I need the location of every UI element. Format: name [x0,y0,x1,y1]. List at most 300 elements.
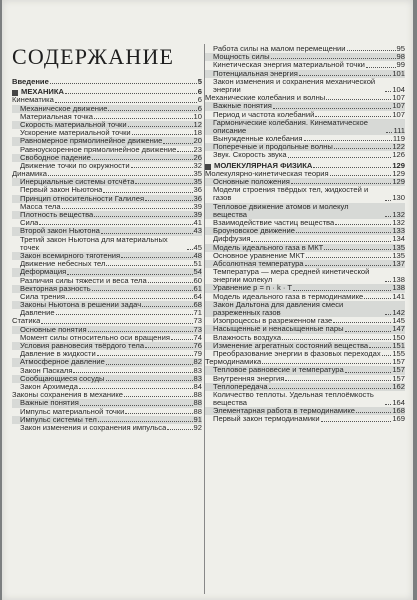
toc-entry [12,203,202,211]
toc-entry-title: Взаимодействие частиц вещества [213,218,335,227]
toc-entry [12,88,202,96]
toc-entry [12,383,202,391]
toc-entry-page: 155 [392,348,405,358]
toc-entry-title: Третий закон Ньютона для материальных точек [20,235,168,252]
toc-entry-page: 48 [193,250,202,260]
toc-entry-page: 168 [392,406,405,416]
toc-entry [205,45,405,53]
toc-entry [12,399,202,407]
leader-dots [79,388,193,389]
leader-dots [148,282,193,283]
toc-entry-title: Деформация [20,268,67,277]
toc-entry [205,151,405,159]
toc-entry-title: Статика [12,317,41,326]
toc-entry-title: Диффузия [213,235,251,244]
toc-entry-title: Вынужденные колебания [213,135,303,144]
leader-dots [386,132,392,133]
toc-entry [12,424,202,432]
toc-entry-page: 26 [193,152,202,162]
leader-dots [385,314,391,315]
leader-dots [66,298,193,299]
leader-dots [50,83,197,84]
toc-entry [205,235,405,243]
leader-dots [333,322,391,323]
toc-entry-page: 101 [392,68,405,78]
toc-entry [205,162,405,170]
toc-entry [12,105,202,113]
toc-entry [205,325,405,333]
toc-entry-title: Различия силы тяжести и веса тела [20,276,147,285]
leader-dots [282,339,391,340]
toc-entry [205,135,405,143]
toc-entry [205,227,405,235]
leader-dots [73,372,192,373]
leader-dots [271,58,396,59]
toc-entry [205,78,405,94]
leader-dots [142,306,192,307]
toc-entry-title: Сила [20,219,39,228]
toc-entry-title: Момент силы относительно оси вращения [20,333,170,342]
toc-entry-page: 84 [193,381,202,391]
toc-entry-title: Второй закон Ньютона [20,227,100,236]
toc-entry [12,367,202,375]
toc-entry-title: Теплопередача [213,382,268,391]
toc-entry-title: Механические колебания и волны [205,94,326,103]
leader-dots [293,290,391,291]
toc-entry [12,350,202,358]
toc-entry-page: 157 [392,357,405,367]
leader-dots [345,372,392,373]
toc-entry [12,113,202,121]
leader-dots [356,412,391,413]
toc-entry-page: 20 [193,136,202,146]
leader-dots [385,404,391,405]
toc-entry [12,309,202,317]
toc-entry [205,383,405,391]
toc-entry-page: 5 [197,77,202,86]
toc-left-column [12,76,202,432]
leader-dots [299,75,392,76]
toc-entry-page: 107 [392,109,405,119]
toc-entry-title: Гармонические колебания. Кинематическое описание [213,118,368,135]
leader-dots [385,281,391,282]
leader-dots [385,216,391,217]
toc-entry-title: Масса тела [20,202,61,211]
toc-entry-title: Важные понятия [20,399,79,408]
toc-entry-page: 157 [392,373,405,383]
leader-dots [125,413,192,414]
page-title: СОДЕРЖАНИЕ [12,44,175,69]
toc-entry-page: 107 [392,101,405,111]
leader-dots [124,396,193,397]
toc-entry-page: 111 [393,125,405,135]
toc-entry-title: Звук. Скорость звука [213,151,287,160]
toc-entry-page: 79 [193,349,202,359]
toc-entry-page: 6 [197,95,202,105]
leader-dots [347,50,396,51]
leader-dots [345,331,392,332]
leader-dots [92,290,193,291]
toc-entry-page: 35 [193,169,202,179]
toc-entry [12,137,202,145]
toc-entry [12,227,202,235]
leader-dots [262,363,391,364]
leader-dots [65,93,197,94]
toc-entry-title: Модели строения твёрдых тел, жидкостей и газов [213,186,369,203]
toc-entry [12,178,202,186]
leader-dots [330,175,392,176]
toc-entry-title: Векторная разность [20,284,91,293]
toc-entry [205,203,405,219]
toc-entry [205,350,405,358]
toc-entry [205,268,405,284]
toc-entry [12,252,202,260]
toc-entry-title: Модель идеального газа в МКТ [213,243,324,252]
toc-entry-title: Сила трения [20,292,65,301]
toc-entry-page: 135 [392,242,405,252]
toc-entry-page: 83 [193,373,202,383]
toc-entry-title: Импульс материальной точки [20,407,125,416]
toc-entry-page: 82 [193,357,202,367]
toc-entry-title: Поперечные и продольные волны [213,143,333,152]
toc-entry-title: Термодинамика [205,358,262,367]
toc-entry-title: Абсолютная температура [213,259,304,268]
leader-dots [335,224,391,225]
leader-dots [296,232,391,233]
toc-entry-title: Закон Дальтона для давления смеси разреженных газов [213,300,344,317]
toc-entry-title: МОЛЕКУЛЯРНАЯ ФИЗИКА [214,161,313,170]
toc-entry-title: Важные понятия [213,102,272,111]
toc-entry-page: 36 [193,193,202,203]
toc-entry [205,342,405,350]
toc-entry-page: 71 [193,308,202,318]
toc-entry-page: 130 [392,193,405,203]
toc-entry-page: 147 [392,324,405,334]
toc-entry [12,416,202,424]
toc-entry-title: Сообщающиеся сосуды [20,374,105,383]
toc-entry-title: Динамика [12,170,47,179]
toc-entry-title: Количество теплоты. Удельная теплоёмкость вещества [213,390,374,408]
toc-entry-title: Первый закон Ньютона [20,186,103,195]
leader-dots [313,167,391,168]
toc-entry-page: 83 [193,365,202,375]
toc-entry [12,162,202,170]
leader-dots [101,233,193,234]
toc-entry [205,102,405,110]
leader-dots [145,200,192,201]
leader-dots [251,241,391,242]
toc-entry-page: 6 [197,103,202,113]
leader-dots [94,118,193,119]
toc-entry-title: Плотность вещества [20,211,94,219]
leader-dots [98,421,193,422]
leader-dots [92,159,193,160]
toc-entry-title: Движение небесных тел [20,260,106,269]
toc-entry-page: 169 [392,414,405,424]
toc-entry [205,391,405,407]
toc-entry [12,301,202,309]
toc-entry-title: Элементарная работа в термодинамике [213,407,355,416]
toc-entry-title: Основное уравнение МКТ [213,251,305,260]
toc-entry-page: 54 [193,267,202,277]
toc-entry-title: Закон изменения и сохранения импульса [20,423,167,432]
toc-entry [205,186,405,202]
toc-entry [12,96,202,104]
toc-entry-title: Мощность силы [213,53,270,62]
toc-entry-title: Работа силы на малом перемещении [213,45,346,53]
toc-entry-title: Потенциальная энергия [213,69,298,78]
toc-entry [205,70,405,78]
toc-entry-title: Изопроцессы в разреженном газе [213,317,333,326]
toc-entry-page: 145 [392,316,405,326]
toc-entry [12,408,202,416]
toc-entry [12,285,202,293]
toc-entry-page: 91 [193,414,202,424]
toc-entry-title: Период и частота колебаний [213,110,315,119]
toc-entry-page: 51 [193,259,202,269]
leader-dots [364,298,391,299]
toc-entry [205,94,405,102]
leader-dots [67,274,192,275]
toc-entry [12,129,202,137]
toc-entry-title: Импульс системы тел [20,415,97,424]
leader-dots [108,110,196,111]
leader-dots [55,102,197,103]
toc-entry-page: 73 [193,316,202,326]
toc-entry [205,170,405,178]
toc-entry [12,268,202,276]
toc-entry [12,236,202,252]
toc-entry-title: Давление [20,309,55,318]
leader-dots [131,167,193,168]
toc-entry-title: Тепловое равновесие и температура [213,366,344,375]
toc-entry-page: 68 [193,300,202,310]
toc-entry-page: 138 [392,275,405,285]
toc-entry-page: 6 [197,87,202,97]
toc-entry-page: 88 [193,390,202,400]
toc-entry-page: 98 [396,52,405,62]
toc-entry-title: Уравнение p = n · k · T [213,284,293,293]
toc-entry [205,366,405,374]
leader-dots [382,355,392,356]
toc-entry [12,186,202,194]
toc-entry-title: Закон Архимеда [20,382,78,391]
toc-entry [12,358,202,366]
toc-entry [12,277,202,285]
toc-entry-page: 151 [392,340,405,350]
leader-dots [334,148,391,149]
toc-entry [205,61,405,69]
toc-entry-page: 134 [392,234,405,244]
toc-entry-title: Законы Ньютона в решении задач [20,301,142,310]
leader-dots [106,265,192,266]
toc-entry-page: 162 [392,381,405,391]
toc-entry-title: Законы сохранения в механике [12,391,123,400]
leader-dots [285,380,391,381]
leader-dots [324,249,391,250]
leader-dots [135,183,192,184]
toc-entry-page: 39 [193,201,202,211]
toc-entry [205,178,405,186]
leader-dots [273,108,392,109]
leader-dots [106,380,193,381]
toc-entry-title: Кинематика [12,96,54,105]
toc-entry [12,146,202,154]
leader-dots [288,157,392,158]
leader-dots [132,134,193,135]
leader-dots [103,192,192,193]
toc-entry-page: 142 [392,308,405,317]
toc-entry-page: 23 [193,144,202,154]
toc-entry [205,244,405,252]
leader-dots [385,91,391,92]
toc-entry [205,252,405,260]
toc-entry-page: 64 [193,291,202,301]
toc-entry-page: 137 [392,258,405,268]
toc-entry-page: 88 [193,398,202,408]
toc-entry [12,195,202,203]
toc-entry-title: Модель идеального газа в термодинамике [213,292,364,301]
toc-entry [12,260,202,268]
toc-entry-page: 73 [193,324,202,334]
toc-entry-page: 43 [193,226,202,236]
toc-entry-page: 99 [396,60,405,70]
toc-right-column [205,45,405,424]
leader-dots [315,116,391,117]
toc-entry-title: Первый закон термодинамики [213,415,320,424]
leader-dots [167,429,192,430]
leader-dots [291,183,392,184]
leader-dots [94,216,192,217]
book-page [2,0,413,600]
toc-entry-title: Насыщенные и ненасыщенные пары [213,325,344,334]
toc-entry [12,334,202,342]
toc-entry-title: Инерциальные системы отсчёта [20,178,135,187]
toc-entry [12,154,202,162]
toc-entry [12,170,202,178]
leader-dots [187,249,193,250]
toc-entry-title: Температура — мера средней кинетической энергии молекул [213,268,370,285]
leader-dots [97,355,193,356]
toc-entry [12,211,202,219]
toc-entry-page: 95 [396,44,405,53]
toc-entry-page: 74 [193,332,202,342]
leader-dots [385,200,391,201]
toc-entry-page: 92 [193,422,202,432]
toc-entry-title: Равномерное прямолинейное движение [20,137,163,146]
toc-entry-page: 107 [392,93,405,103]
leader-dots [171,339,193,340]
toc-entry-page: 122 [392,142,405,152]
toc-entry-page: 129 [392,160,405,170]
toc-entry-page: 129 [392,177,405,186]
leader-dots [121,257,192,258]
toc-entry-title: Закон изменения и сохранения механической энергии [213,77,376,94]
leader-dots [177,151,192,152]
toc-entry-title: Движение точки по окружности [20,161,130,170]
toc-entry-page: 129 [392,168,405,178]
toc-entry-page: 104 [392,84,405,94]
toc-entry-title: Молекулярно-кинетическая теория [205,169,329,178]
toc-entry-title: Броуновское движение [213,227,295,236]
toc-entry [205,53,405,61]
toc-entry-title: Закон всемирного тяготения [20,251,121,260]
toc-entry [205,260,405,268]
toc-entry-title: Условия равновесия твёрдого тела [20,342,145,350]
toc-entry [205,375,405,383]
toc-entry-title: Закон Паскаля [20,366,73,375]
leader-dots [41,323,192,324]
toc-entry-title: Материальная точка [20,112,93,121]
toc-entry-page: 60 [193,275,202,285]
toc-entry-page: 132 [392,217,405,227]
leader-dots [269,388,392,389]
toc-entry-title: МЕХАНИКА [21,88,65,97]
toc-entry-title: Основные положения [213,178,290,186]
leader-dots [39,224,192,225]
leader-dots [56,314,193,315]
toc-entry-page: 32 [193,160,202,170]
leader-dots [305,265,392,266]
toc-entry-page: 133 [392,226,405,236]
toc-entry-page: 35 [193,177,202,187]
leader-dots [145,347,192,348]
toc-entry-page: 135 [392,250,405,260]
toc-entry [205,407,405,415]
toc-entry-title: Тепловое движение атомов и молекул вещества [213,202,349,219]
toc-entry-title: Скорость материальной точки [20,120,127,129]
toc-entry [205,111,405,119]
toc-entry [205,317,405,325]
toc-entry [12,317,202,325]
leader-dots [304,140,392,141]
toc-entry-title: Принцип относительности Галилея [20,194,145,203]
leader-dots [88,331,193,332]
toc-entry [205,301,405,317]
toc-entry [12,78,202,86]
toc-entry [205,334,405,342]
toc-entry [205,143,405,151]
toc-entry-page: 126 [392,150,405,160]
toc-entry [12,342,202,350]
leader-dots [62,208,193,209]
toc-entry-title: Ускорение материальной точки [20,129,131,138]
toc-entry-page: 36 [193,185,202,195]
toc-entry-page: 41 [193,218,202,228]
toc-entry [205,219,405,227]
toc-entry [12,326,202,334]
leader-dots [48,175,193,176]
toc-entry-page: 119 [392,134,405,144]
toc-entry [205,284,405,292]
leader-dots [106,364,193,365]
toc-entry-page: 88 [193,406,202,416]
toc-entry-title: Кинетическая энергия материальной точки [213,61,365,70]
toc-entry-title: Давление в жидкости [20,350,96,359]
leader-dots [163,143,192,144]
leader-dots [366,67,396,68]
leader-dots [306,257,392,258]
toc-entry-title: Внутренняя энергия [213,374,285,383]
toc-entry-page: 39 [193,210,202,219]
toc-entry-title: Атмосферное давление [20,358,105,367]
toc-entry-title: Свободное падение [20,153,91,162]
toc-entry-title: Влажность воздуха [213,333,282,342]
leader-dots [326,99,391,100]
toc-entry [12,375,202,383]
toc-entry-page: 150 [392,332,405,342]
toc-entry-title: Преобразование энергии в фазовых переходах [213,349,381,358]
